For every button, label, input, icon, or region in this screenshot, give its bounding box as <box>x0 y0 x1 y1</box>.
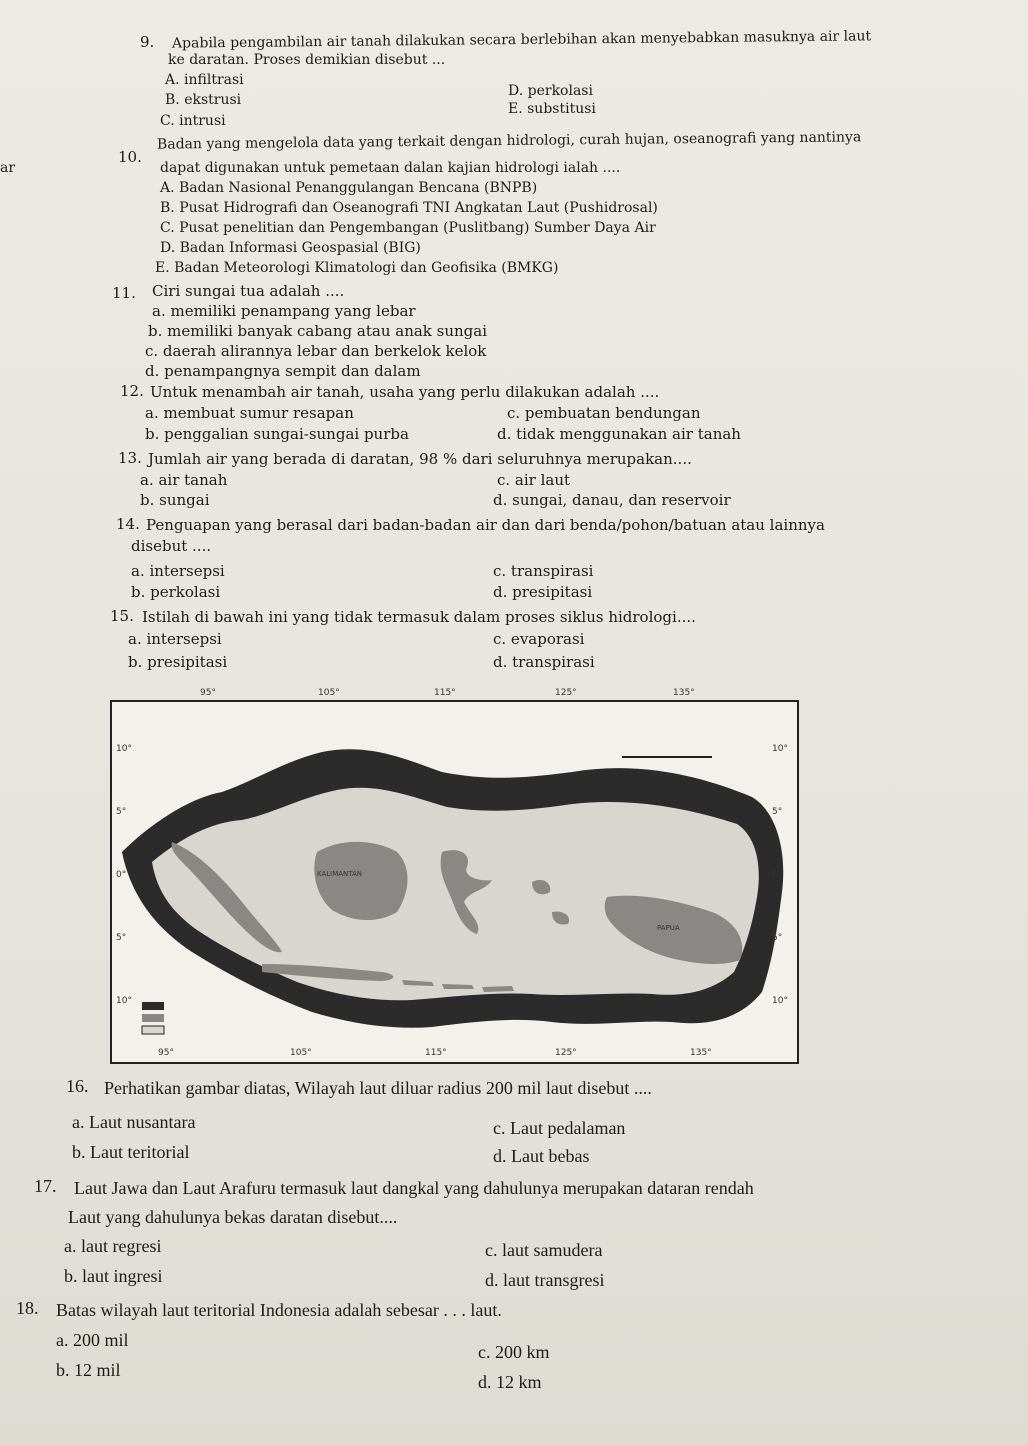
question-18-option-d: d. 12 km <box>478 1372 542 1392</box>
papua-label: PAPUA <box>657 924 680 932</box>
map-left-tick-3: 0° <box>116 870 127 880</box>
question-18-option-c: c. 200 km <box>478 1342 550 1362</box>
question-14-option-a: a. intersepsi <box>131 562 225 580</box>
question-13-number: 13. <box>118 449 142 467</box>
question-9-text-line-1: Apabila pengambilan air tanah dilakukan secara berlebihan akan menyebabkan masuknya air laut <box>171 28 872 52</box>
question-13-option-d: d. sungai, danau, dan reservoir <box>493 491 731 509</box>
question-12-text: Untuk menambah air tanah, usaha yang perlu dilakukan adalah .... <box>150 383 660 401</box>
question-15-option-c: c. evaporasi <box>493 630 585 648</box>
question-12-option-b: b. penggalian sungai-sungai purba <box>145 425 409 443</box>
question-11-option-c: c. daerah alirannya lebar dan berkelok kelok <box>145 342 487 360</box>
map-right-tick-4: 5° <box>772 933 783 943</box>
map-top-tick-2: 105° <box>318 688 340 698</box>
margin-fragment-text: ar <box>0 160 16 176</box>
map-top-tick-5: 135° <box>673 688 695 698</box>
question-16-option-a: a. Laut nusantara <box>72 1112 196 1132</box>
question-14-text-line-1: Penguapan yang berasal dari badan-badan air dan dari benda/pohon/batuan atau lainnya <box>146 516 825 534</box>
question-15-option-a: a. intersepsi <box>128 630 222 648</box>
question-13-text: Jumlah air yang berada di daratan, 98 % dari seluruhnya merupakan.... <box>148 450 692 468</box>
question-12-option-d: d. tidak menggunakan air tanah <box>497 425 741 443</box>
question-18-number: 18. <box>16 1298 39 1318</box>
question-10-text-line-1: Badan yang mengelola data yang terkait dengan hidrologi, curah hujan, oseanografi yang nantinya <box>156 129 862 153</box>
map-bottom-tick-1: 95° <box>158 1048 174 1058</box>
map-top-tick-1: 95° <box>200 688 216 698</box>
map-top-tick-3: 115° <box>434 688 456 698</box>
question-9-option-a: A. infiltrasi <box>165 72 244 88</box>
question-10-option-c: C. Pusat penelitian dan Pengembangan (Puslitbang) Sumber Daya Air <box>160 220 656 236</box>
question-9-option-c: C. intrusi <box>160 113 226 129</box>
question-12-option-c: c. pembuatan bendungan <box>507 404 701 422</box>
question-17-number: 17. <box>34 1176 57 1196</box>
question-9-number: 9. <box>140 33 155 51</box>
question-16-number: 16. <box>66 1076 89 1096</box>
question-15-text: Istilah di bawah ini yang tidak termasuk dalam proses siklus hidrologi.... <box>142 608 696 626</box>
map-left-tick-2: 5° <box>116 807 127 817</box>
question-12-option-a: a. membuat sumur resapan <box>145 404 354 422</box>
question-9-option-d: D. perkolasi <box>508 83 593 99</box>
question-14-option-c: c. transpirasi <box>493 562 594 580</box>
question-10-text-line-2: dapat digunakan untuk pemetaan dalan kajian hidrologi ialah .... <box>160 160 621 176</box>
question-17-option-b: b. laut ingresi <box>64 1266 163 1286</box>
question-17-option-c: c. laut samudera <box>485 1240 603 1260</box>
question-10-number: 10. <box>118 148 142 166</box>
map-top-tick-4: 125° <box>555 688 577 698</box>
question-16-option-b: b. Laut teritorial <box>72 1142 190 1162</box>
question-13-option-c: c. air laut <box>497 471 571 489</box>
question-13-option-a: a. air tanah <box>140 471 228 489</box>
question-18-text: Batas wilayah laut teritorial Indonesia adalah sebesar . . . laut. <box>56 1300 502 1320</box>
question-11-option-a: a. memiliki penampang yang lebar <box>152 302 416 320</box>
map-left-tick-4: 5° <box>116 933 127 943</box>
map-graphic <box>112 702 797 1062</box>
map-left-tick-5: 10° <box>116 996 132 1006</box>
legend-swatch-2 <box>142 1014 164 1022</box>
map-left-tick-1: 10° <box>116 744 132 754</box>
question-9-option-b: B. ekstrusi <box>165 92 242 108</box>
question-18-option-b: b. 12 mil <box>56 1360 121 1380</box>
question-11-option-d: d. penampangnya sempit dan dalam <box>145 362 421 380</box>
map-bottom-tick-5: 135° <box>690 1048 712 1058</box>
question-14-option-d: d. presipitasi <box>493 583 593 601</box>
map-bottom-tick-4: 125° <box>555 1048 577 1058</box>
question-15-number: 15. <box>110 607 134 625</box>
question-18-option-a: a. 200 mil <box>56 1330 129 1350</box>
question-16-text: Perhatikan gambar diatas, Wilayah laut diluar radius 200 mil laut disebut .... <box>104 1078 652 1098</box>
question-14-option-b: b. perkolasi <box>131 583 221 601</box>
question-15-option-b: b. presipitasi <box>128 653 228 671</box>
question-12-number: 12. <box>120 382 144 400</box>
map-right-tick-2: 5° <box>772 807 783 817</box>
question-17-text-line-1: Laut Jawa dan Laut Arafuru termasuk laut dangkal yang dahulunya merupakan dataran rendah <box>74 1178 754 1198</box>
question-11-text: Ciri sungai tua adalah .... <box>152 282 345 300</box>
map-right-tick-5: 10° <box>772 996 788 1006</box>
map-bottom-tick-3: 115° <box>425 1048 447 1058</box>
question-17-option-a: a. laut regresi <box>64 1236 162 1256</box>
question-11-option-b: b. memiliki banyak cabang atau anak sungai <box>148 322 488 340</box>
question-16-option-c: c. Laut pedalaman <box>493 1118 626 1138</box>
kalimantan-label: KALIMANTAN <box>317 870 363 878</box>
question-10-option-a: A. Badan Nasional Penanggulangan Bencana (BNPB) <box>160 180 538 196</box>
question-9-text-line-2: ke daratan. Proses demikian disebut ... <box>168 52 446 68</box>
question-14-text-line-2: disebut .... <box>131 537 212 555</box>
question-11-number: 11. <box>112 284 136 302</box>
question-14-number: 14. <box>116 515 140 533</box>
question-15-option-d: d. transpirasi <box>493 653 595 671</box>
legend-swatch-1 <box>142 1002 164 1010</box>
map-bottom-tick-2: 105° <box>290 1048 312 1058</box>
question-10-option-b: B. Pusat Hidrografi dan Oseanografi TNI Angkatan Laut (Pushidrosal) <box>160 200 658 216</box>
legend-swatch-3 <box>142 1026 164 1034</box>
question-13-option-b: b. sungai <box>140 491 210 509</box>
question-10-option-e: E. Badan Meteorologi Klimatologi dan Geofisika (BMKG) <box>155 260 559 276</box>
question-16-option-d: d. Laut bebas <box>493 1146 590 1166</box>
indonesia-sea-territory-map <box>110 700 799 1064</box>
question-9-option-e: E. substitusi <box>508 101 596 117</box>
map-right-tick-1: 10° <box>772 744 788 754</box>
question-17-option-d: d. laut transgresi <box>485 1270 605 1290</box>
question-17-text-line-2: Laut yang dahulunya bekas daratan disebut.... <box>68 1207 398 1227</box>
question-10-option-d: D. Badan Informasi Geospasial (BIG) <box>160 240 421 256</box>
map-right-tick-3: 0° <box>772 870 783 880</box>
